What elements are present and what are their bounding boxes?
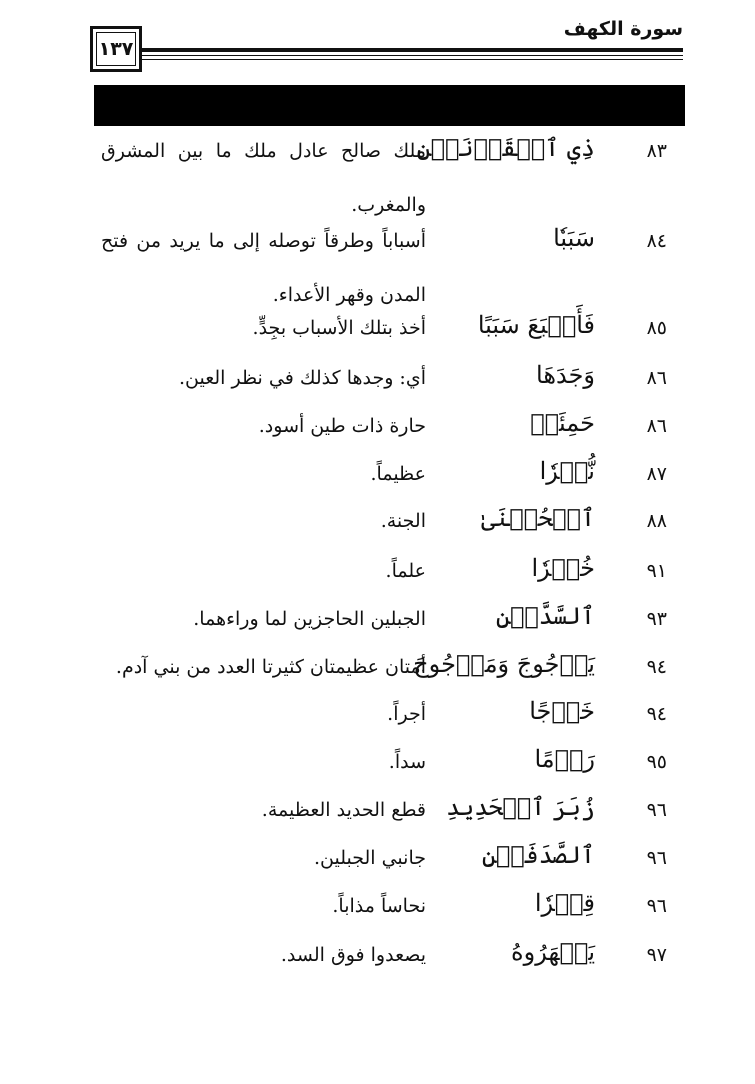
verse-number: ٩٦ bbox=[646, 799, 667, 821]
word-meaning: أخذ بتلك الأسباب بجِدٍّ. bbox=[252, 317, 426, 339]
verse-number: ٩٤ bbox=[646, 703, 667, 725]
word-meaning: أمتان عظيمتان كثيرتا العدد من بني آدم. bbox=[115, 656, 426, 678]
quran-word: ذِي ٱلۡقَرۡنَيۡنِ bbox=[416, 134, 595, 162]
header-rule-thick bbox=[142, 48, 683, 52]
word-meaning: أي: وجدها كذلك في نظر العين. bbox=[178, 367, 426, 389]
verse-number: ٩٦ bbox=[646, 895, 667, 917]
header-rule-thin bbox=[142, 55, 683, 56]
quran-word: رَدۡمًا bbox=[534, 745, 595, 773]
word-meaning: علماً. bbox=[385, 560, 426, 582]
quran-word: قِطۡرٗا bbox=[534, 889, 595, 917]
word-meaning: حارة ذات طين أسود. bbox=[258, 415, 426, 437]
page-number: ١٣٧ bbox=[98, 38, 134, 60]
header-rule-thin-2 bbox=[142, 59, 683, 60]
quran-word: ٱلصَّدَفَيۡنِ bbox=[481, 841, 595, 869]
verse-number: ٨٦ bbox=[646, 415, 667, 437]
quran-word: سَبَبٗا bbox=[553, 224, 595, 252]
verse-number: ٨٥ bbox=[646, 317, 667, 339]
quran-word: ٱلۡحُسۡنَىٰ bbox=[481, 504, 595, 532]
verse-number: ٩١ bbox=[646, 560, 667, 582]
verse-number: ٨٨ bbox=[646, 510, 667, 532]
verse-number: ٩٦ bbox=[646, 847, 667, 869]
word-meaning: عظيماً. bbox=[370, 463, 426, 485]
quran-word: حَمِئَةٖ bbox=[530, 409, 595, 437]
quran-word: ٱلسَّدَّيۡنِ bbox=[495, 602, 595, 630]
word-meaning: أجراً. bbox=[387, 703, 426, 725]
verse-number: ٨٦ bbox=[646, 367, 667, 389]
quran-word: فَأَتۡبَعَ سَبَبًا bbox=[477, 311, 595, 339]
word-meaning: الجبلين الحاجزين لما وراءهما. bbox=[193, 608, 426, 630]
verse-number: ٨٧ bbox=[646, 463, 667, 485]
verse-number: ٨٤ bbox=[646, 230, 667, 252]
verse-number: ٩٤ bbox=[646, 656, 667, 678]
section-header-band bbox=[94, 85, 685, 126]
word-meaning: يصعدوا فوق السد. bbox=[280, 944, 426, 966]
quran-word: خَرۡجًا bbox=[529, 697, 595, 725]
word-meaning: سداً. bbox=[388, 751, 426, 773]
quran-word: زُبَرَ ٱلۡحَدِيدِ bbox=[446, 793, 595, 821]
verse-number: ٩٥ bbox=[646, 751, 667, 773]
surah-title: سورة الكهف bbox=[563, 18, 683, 40]
word-meaning: الجنة. bbox=[380, 510, 426, 532]
quran-word: خُبۡرٗا bbox=[531, 554, 595, 582]
word-meaning: جانبي الجبلين. bbox=[313, 847, 426, 869]
verse-number: ٩٣ bbox=[646, 608, 667, 630]
quran-word: يَظۡهَرُوهُ bbox=[511, 938, 595, 966]
verse-number: ٨٣ bbox=[646, 140, 667, 162]
word-meaning: ملك صالح عادل ملك ما بين المشرق والمغرب. bbox=[101, 140, 426, 216]
page-number-box bbox=[90, 26, 142, 72]
word-meaning: أسباباً وطرقاً توصله إلى ما يريد من فتح المدن وقهر الأعداء. bbox=[101, 230, 426, 306]
quran-word: نُّكۡرٗا bbox=[539, 457, 595, 485]
verse-number: ٩٧ bbox=[646, 944, 667, 966]
quran-word: يَأۡجُوجَ وَمَأۡجُوجَ bbox=[413, 650, 595, 678]
quran-word: وَجَدَهَا bbox=[536, 361, 595, 389]
word-meaning: قطع الحديد العظيمة. bbox=[261, 799, 426, 821]
word-meaning: نحاساً مذاباً. bbox=[332, 895, 426, 917]
